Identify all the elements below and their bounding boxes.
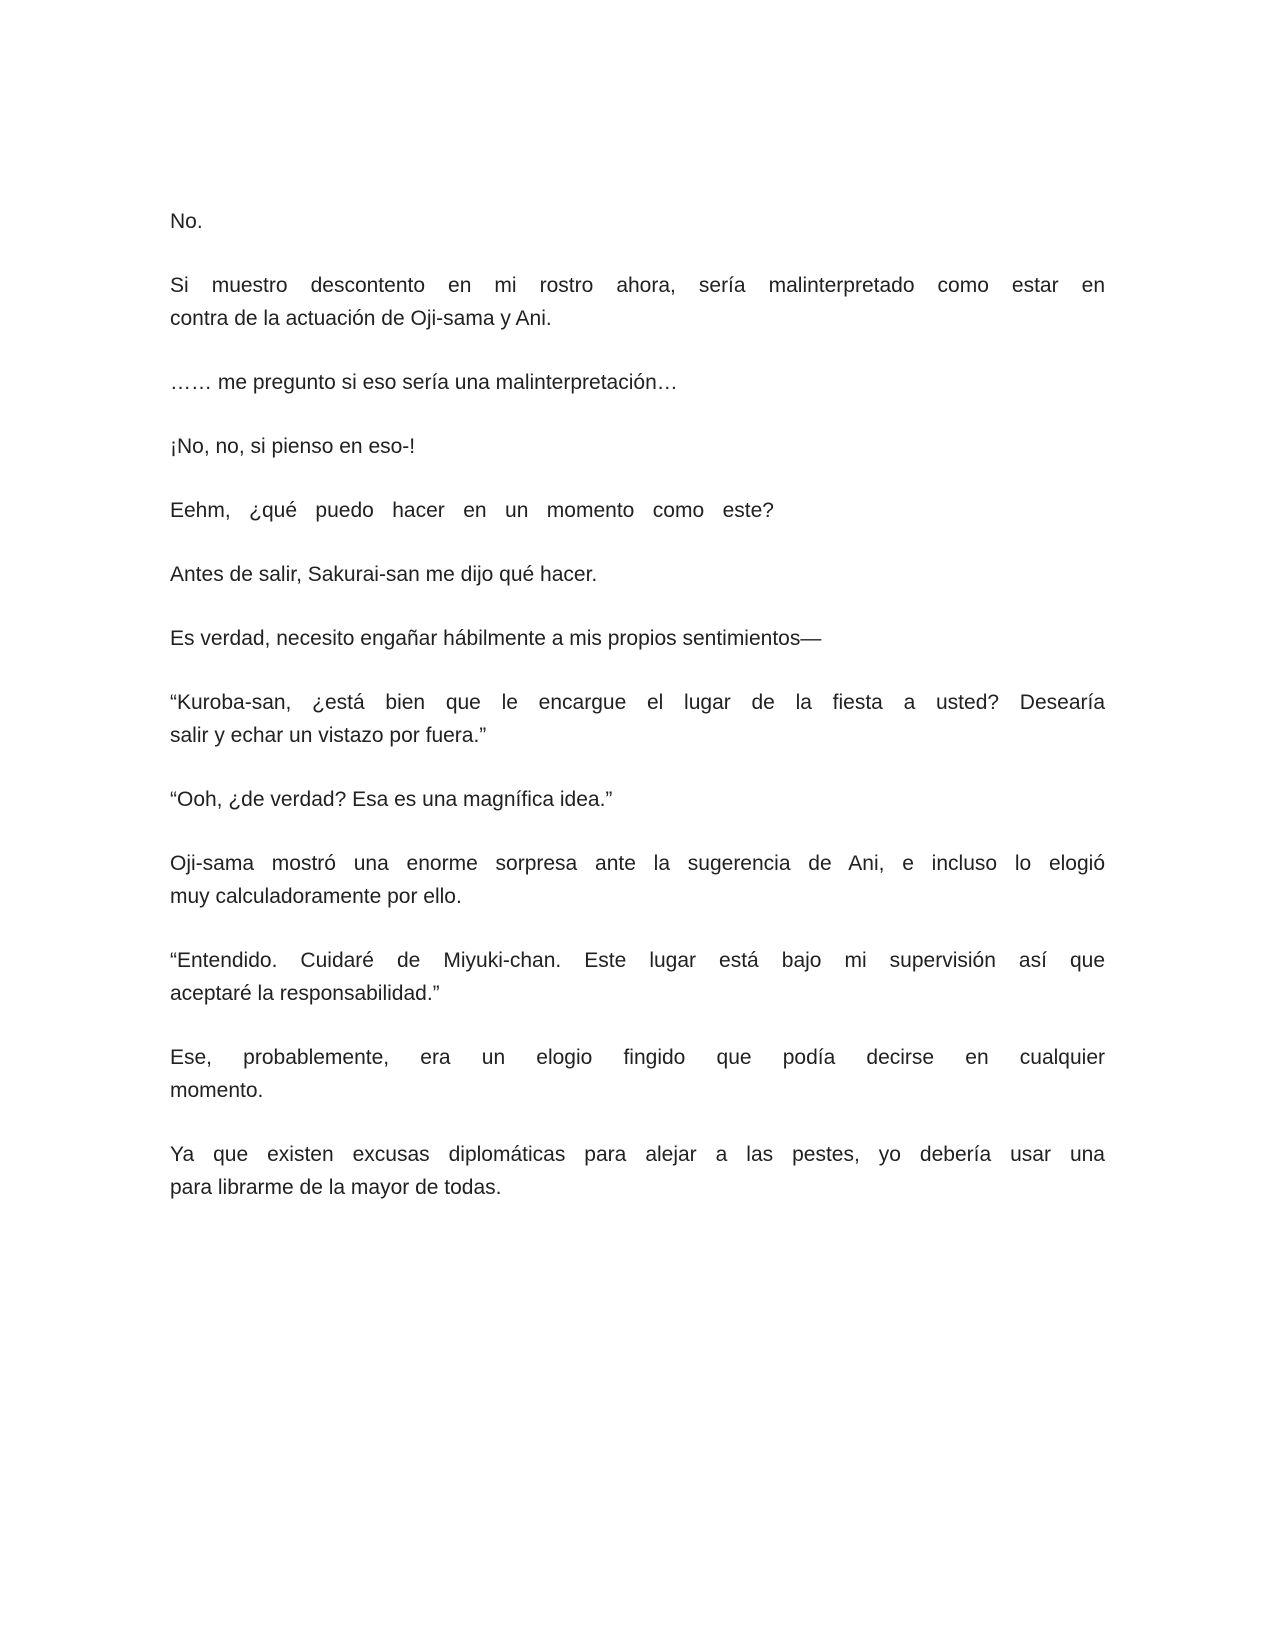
- text-line: Ya que existen excusas diplomáticas para alejar a las pestes, yo debería usar una: [170, 1143, 1105, 1166]
- paragraph: [170, 1041, 1105, 1107]
- paragraph: [170, 430, 1105, 463]
- text-line: “Ooh, ¿de verdad? Esa es una magnífica idea.”: [170, 788, 613, 811]
- text-line: salir y echar un vistazo por fuera.”: [170, 724, 487, 747]
- paragraph: [170, 944, 1105, 1010]
- paragraph: [170, 622, 1105, 655]
- text-line: …… me pregunto si eso sería una malinterpretación…: [170, 371, 678, 394]
- text-line: Oji-sama mostró una enorme sorpresa ante la sugerencia de Ani, e incluso lo elogió: [170, 852, 1105, 875]
- paragraph: [170, 783, 1105, 816]
- text-line: contra de la actuación de Oji-sama y Ani.: [170, 307, 552, 330]
- paragraph: [170, 494, 1105, 527]
- text-line: “Entendido. Cuidaré de Miyuki-chan. Este lugar está bajo mi supervisión así que: [170, 949, 1105, 972]
- text-line: No.: [170, 210, 203, 233]
- text-line: Ese, probablemente, era un elogio fingido que podía decirse en cualquier: [170, 1046, 1105, 1069]
- paragraph: [170, 686, 1105, 752]
- text-line: Si muestro descontento en mi rostro ahora, sería malinterpretado como estar en: [170, 274, 1105, 297]
- paragraph: [170, 269, 1105, 335]
- text-line: Eehm, ¿qué puedo hacer en un momento como este?: [170, 499, 774, 522]
- text-line: Es verdad, necesito engañar hábilmente a mis propios sentimientos—: [170, 627, 822, 650]
- text-line: momento.: [170, 1079, 264, 1102]
- text-line: muy calculadoramente por ello.: [170, 885, 462, 908]
- paragraph: [170, 366, 1105, 399]
- text-line: para librarme de la mayor de todas.: [170, 1176, 502, 1199]
- text-block: [170, 205, 1105, 1235]
- text-line: Antes de salir, Sakurai-san me dijo qué hacer.: [170, 563, 598, 586]
- text-line: ¡No, no, si pienso en eso-!: [170, 435, 416, 458]
- paragraph: [170, 558, 1105, 591]
- paragraph: [170, 205, 1105, 238]
- paragraph: [170, 1138, 1105, 1204]
- text-line: “Kuroba-san, ¿está bien que le encargue el lugar de la fiesta a usted? Desearía: [170, 691, 1105, 714]
- paragraph: [170, 847, 1105, 913]
- text-line: aceptaré la responsabilidad.”: [170, 982, 440, 1005]
